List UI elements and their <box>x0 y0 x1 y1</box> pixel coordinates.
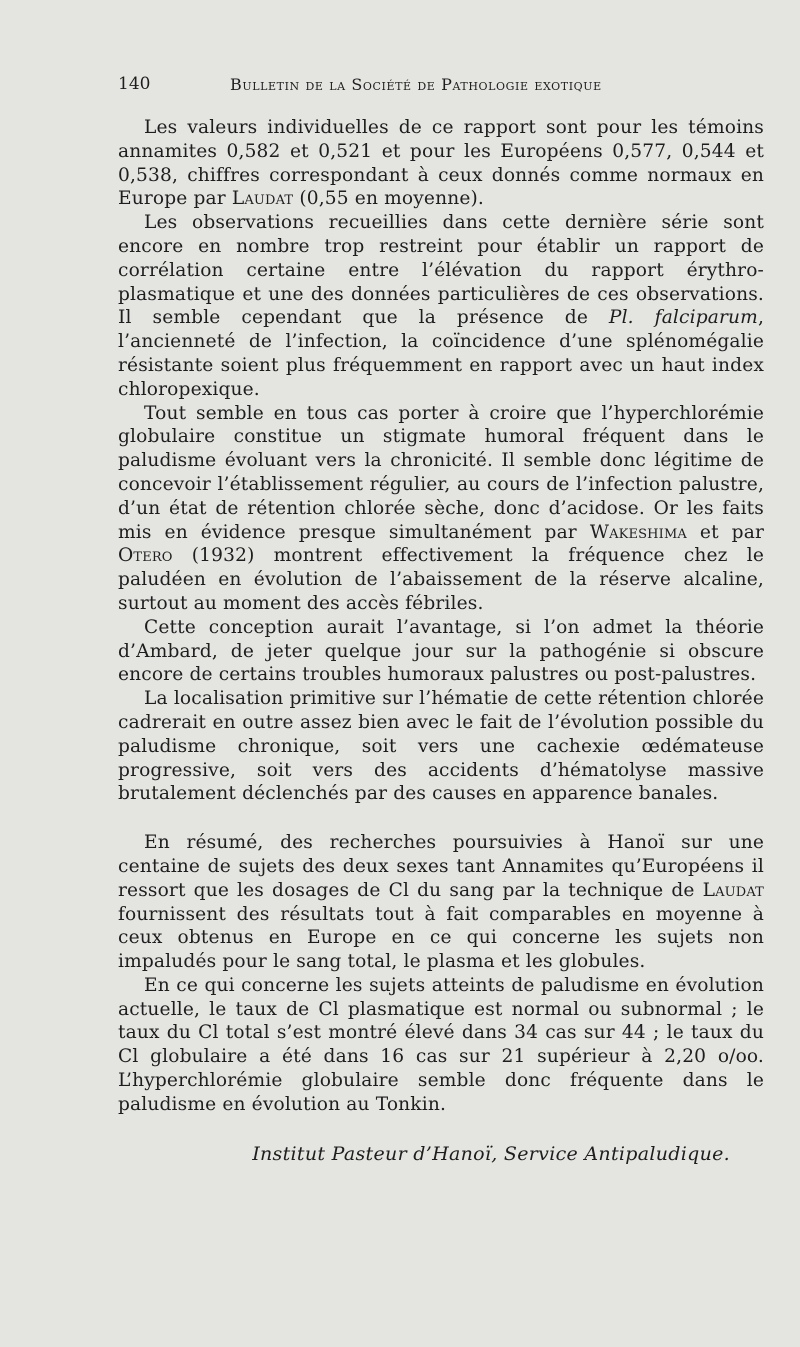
paragraph-5: La localisation primitive sur l’hématie de cette rétention chlorée cadrerait en outre assez bien avec le fait de l’évolution possible du paludisme chronique, soit vers une cachexie œdémateuse progressive, soit vers des accidents d’hématolyse massive brutalement déclenchés par des causes en apparence banales. <box>118 688 764 805</box>
paragraph-6 <box>118 831 764 974</box>
running-head: Bulletin de la Société de Pathologie exotique <box>230 75 602 94</box>
author-name-wakeshima: Wakeshima <box>589 521 687 543</box>
paragraph-6-text-a: En résumé, des recherches poursuivies à Hanoï sur une centaine de sujets des deux sexes tant Annamites qu’Européens il ressort que les dosages de Cl du sang par la technique de <box>118 832 764 901</box>
author-name-laudat-2: Laudat <box>702 879 764 901</box>
paragraph-1 <box>118 116 764 211</box>
paragraph-3-text-b: (1932) montrent effectivement la fréquence chez le paludéen en évolution de l’abaissement de la réserve alcaline, surtout au moment des accès fébriles. <box>118 545 764 614</box>
article-body <box>118 116 764 1117</box>
paragraph-1-tail: (0,55 en moyenne). <box>293 188 484 210</box>
paragraph-1-text: Les valeurs individuelles de ce rapport sont pour les témoins annamites 0,582 et 0,521 et pour les Européens 0,577, 0,544 et 0,538, chiffres correspondant à ceux donnés comme normaux en Europe par <box>118 117 764 210</box>
paragraph-4: Cette conception aurait l’avantage, si l’on admet la théorie d’Ambard, de jeter quelque jour sur la pathogénie si obscure encore de certains troubles humoraux palustres ou post-palustres. <box>118 616 764 686</box>
paragraph-2 <box>118 211 764 401</box>
paragraph-2-text-a: Les observations recueillies dans cette dernière série sont encore en nombre trop restreint pour établir un rapport de corrélation certaine entre l’élévation du rapport érythro-plasmatique et une des données particulières de ces observations. Il semble cependant que la présence de <box>118 212 764 329</box>
institution-signature: Institut Pasteur d’Hanoï, Service Antipaludique. <box>252 1143 730 1165</box>
page-number: 140 <box>118 74 151 94</box>
author-name-otero: Otero <box>118 545 173 567</box>
paragraph-6-text-b: fournissent des résultats tout à fait comparables en moyenne à ceux obtenus en Europe en ce qui concerne les sujets non impaludés pour le sang total, le plasma et les globules. <box>118 903 764 973</box>
paragraph-3-text-a: Tout semble en tous cas porter à croire que l’hyperchlorémie globulaire constitue un stigmate humoral fréquent dans le paludisme évoluant vers la chronicité. Il semble donc légitime de concevoir l’établissement régulier, au cours de l’infection palustre, d’un état de rétention chlorée sèche, donc d’acidose. Or les faits mis en évidence presque simultanément par <box>118 402 764 543</box>
author-name-laudat: Laudat <box>231 188 294 210</box>
paragraph-3 <box>118 402 764 616</box>
page-header <box>118 74 670 104</box>
paragraph-2-text-b: , l’ancienneté de l’infection, la coïncidence d’une splénomégalie résistante soient plus fréquemment en rapport avec un haut index chloropexique. <box>118 307 764 400</box>
paragraph-3-mid: et par <box>686 521 764 543</box>
species-name: Pl. falciparum <box>608 307 758 329</box>
paragraph-7: En ce qui concerne les sujets atteints de paludisme en évolution actuelle, le taux de Cl plasmatique est normal ou subnormal ; le taux du Cl total s’est montré élevé dans 34 cas sur 44 ; le taux du Cl globulaire a été dans 16 cas sur 21 supérieur à 2,20 o/oo. L’hyperchlorémie globulaire semble donc fréquente dans le paludisme en évolution au Tonkin. <box>118 974 764 1115</box>
